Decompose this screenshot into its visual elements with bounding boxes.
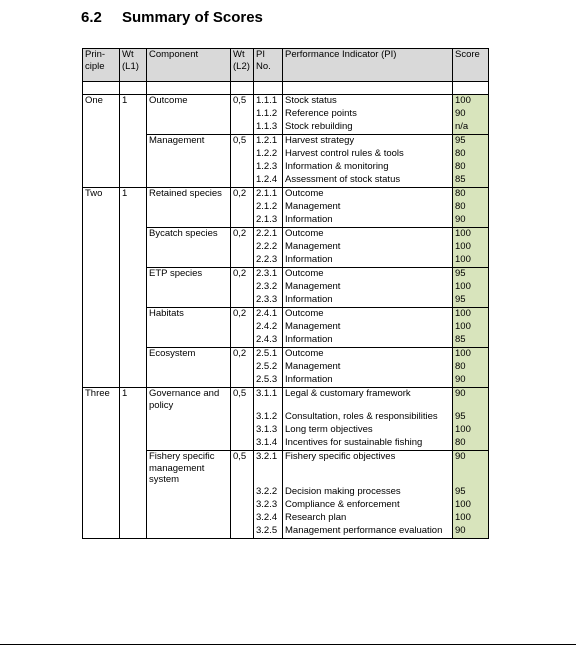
wt-l2-cell — [231, 254, 254, 268]
wt-l1-cell — [120, 135, 147, 149]
wt-l2-cell — [231, 334, 254, 348]
component-cell — [147, 214, 231, 228]
principle-cell — [83, 214, 120, 228]
pi-number-cell: 2.3.2 — [254, 281, 283, 294]
component-cell — [147, 512, 231, 525]
component-cell — [147, 254, 231, 268]
section-number: 6.2 — [81, 9, 102, 26]
principle-cell — [83, 361, 120, 374]
score-cell: 100 — [453, 512, 489, 525]
indicator-cell: Outcome — [283, 268, 453, 282]
score-cell: 85 — [453, 174, 489, 188]
score-cell: 100 — [453, 228, 489, 242]
wt-l2-cell — [231, 108, 254, 121]
table-row — [83, 525, 489, 539]
wt-l1-cell — [120, 308, 147, 322]
component-cell — [147, 121, 231, 135]
indicator-cell: Assessment of stock status — [283, 174, 453, 188]
pi-number-cell: 2.2.2 — [254, 241, 283, 254]
principle-cell — [83, 148, 120, 161]
pi-number-cell: 2.4.2 — [254, 321, 283, 334]
score-cell: 80 — [453, 361, 489, 374]
component-cell — [147, 174, 231, 188]
wt-l2-cell — [231, 374, 254, 388]
header-wt-l1: Wt (L1) — [120, 49, 147, 82]
table-row — [83, 308, 489, 322]
principle-cell — [83, 486, 120, 499]
principle-cell — [83, 174, 120, 188]
indicator-cell: Decision making processes — [283, 486, 453, 499]
principle-cell: Two — [83, 188, 120, 202]
wt-l2-cell: 0,2 — [231, 228, 254, 242]
indicator-cell: Research plan — [283, 512, 453, 525]
component-cell: Fishery specific management system — [147, 451, 231, 486]
section-heading — [81, 9, 263, 26]
pi-number-cell: 2.2.1 — [254, 228, 283, 242]
table-body — [83, 82, 489, 539]
wt-l2-cell — [231, 361, 254, 374]
principle-cell — [83, 135, 120, 149]
wt-l1-cell — [120, 254, 147, 268]
component-cell — [147, 281, 231, 294]
pi-number-cell: 2.5.2 — [254, 361, 283, 374]
score-cell: 80 — [453, 201, 489, 214]
table-row — [83, 268, 489, 282]
score-cell: 95 — [453, 268, 489, 282]
pi-number-cell: 3.2.5 — [254, 525, 283, 539]
header-score: Score — [453, 49, 489, 82]
component-cell — [147, 411, 231, 424]
principle-cell — [83, 281, 120, 294]
principle-cell — [83, 121, 120, 135]
indicator-cell: Management — [283, 201, 453, 214]
wt-l1-cell — [120, 374, 147, 388]
table-row — [83, 348, 489, 362]
pi-number-cell: 2.4.1 — [254, 308, 283, 322]
wt-l1-cell — [120, 437, 147, 451]
wt-l2-cell: 0,2 — [231, 188, 254, 202]
table-row — [83, 228, 489, 242]
wt-l2-cell: 0,5 — [231, 451, 254, 486]
principle-cell — [83, 308, 120, 322]
principle-cell — [83, 348, 120, 362]
header-pi-no: PI No. — [254, 49, 283, 82]
wt-l2-cell — [231, 512, 254, 525]
indicator-cell: Compliance & enforcement — [283, 499, 453, 512]
pi-number-cell: 2.4.3 — [254, 334, 283, 348]
table-row — [83, 388, 489, 412]
scores-table — [82, 48, 489, 539]
indicator-cell: Management — [283, 241, 453, 254]
score-cell: 100 — [453, 281, 489, 294]
indicator-cell: Information — [283, 294, 453, 308]
score-cell: 80 — [453, 437, 489, 451]
indicator-cell: Information — [283, 334, 453, 348]
wt-l1-cell — [120, 321, 147, 334]
pi-number-cell: 1.2.2 — [254, 148, 283, 161]
principle-cell — [83, 437, 120, 451]
component-cell — [147, 161, 231, 174]
table-row — [83, 135, 489, 149]
header-principle: Prin- ciple — [83, 49, 120, 82]
indicator-cell: Management performance evaluation — [283, 525, 453, 539]
indicator-cell: Information — [283, 254, 453, 268]
principle-cell — [83, 294, 120, 308]
wt-l1-cell — [120, 424, 147, 437]
pi-number-cell: 3.2.2 — [254, 486, 283, 499]
component-cell: Management — [147, 135, 231, 149]
indicator-cell: Fishery specific objectives — [283, 451, 453, 486]
component-cell — [147, 525, 231, 539]
principle-cell — [83, 241, 120, 254]
score-cell: 95 — [453, 135, 489, 149]
component-cell — [147, 241, 231, 254]
wt-l2-cell — [231, 214, 254, 228]
table-row — [83, 108, 489, 121]
wt-l2-cell: 0,5 — [231, 388, 254, 412]
pi-number-cell: 3.2.4 — [254, 512, 283, 525]
component-cell — [147, 486, 231, 499]
component-cell: ETP species — [147, 268, 231, 282]
principle-cell — [83, 451, 120, 486]
indicator-cell: Information & monitoring — [283, 161, 453, 174]
table-row — [83, 424, 489, 437]
component-cell — [147, 294, 231, 308]
header-wt-l2: Wt (L2) — [231, 49, 254, 82]
component-cell — [147, 361, 231, 374]
component-cell — [147, 148, 231, 161]
wt-l1-cell — [120, 499, 147, 512]
score-cell: 100 — [453, 95, 489, 109]
table-row — [83, 121, 489, 135]
pi-number-cell: 3.2.3 — [254, 499, 283, 512]
indicator-cell: Reference points — [283, 108, 453, 121]
table-row — [83, 499, 489, 512]
pi-number-cell: 2.2.3 — [254, 254, 283, 268]
wt-l2-cell: 0,2 — [231, 268, 254, 282]
indicator-cell: Long term objectives — [283, 424, 453, 437]
principle-cell — [83, 411, 120, 424]
wt-l1-cell: 1 — [120, 95, 147, 109]
table-row — [83, 486, 489, 499]
table-row — [83, 437, 489, 451]
wt-l2-cell — [231, 411, 254, 424]
principle-cell — [83, 334, 120, 348]
indicator-cell: Stock rebuilding — [283, 121, 453, 135]
indicator-cell: Legal & customary framework — [283, 388, 453, 412]
wt-l2-cell — [231, 174, 254, 188]
wt-l1-cell — [120, 121, 147, 135]
score-cell: 100 — [453, 424, 489, 437]
score-cell: 100 — [453, 499, 489, 512]
spacer-row — [83, 82, 489, 95]
score-cell: 100 — [453, 241, 489, 254]
wt-l2-cell — [231, 437, 254, 451]
wt-l1-cell — [120, 201, 147, 214]
table-row — [83, 188, 489, 202]
pi-number-cell: 2.1.3 — [254, 214, 283, 228]
component-cell — [147, 321, 231, 334]
indicator-cell: Outcome — [283, 348, 453, 362]
wt-l2-cell — [231, 281, 254, 294]
table-row — [83, 214, 489, 228]
principle-cell — [83, 254, 120, 268]
wt-l1-cell — [120, 281, 147, 294]
wt-l2-cell — [231, 424, 254, 437]
wt-l2-cell: 0,5 — [231, 95, 254, 109]
principle-cell — [83, 424, 120, 437]
wt-l1-cell — [120, 348, 147, 362]
table-row — [83, 361, 489, 374]
score-cell: 90 — [453, 108, 489, 121]
pi-number-cell: 1.2.1 — [254, 135, 283, 149]
table-row — [83, 512, 489, 525]
principle-cell — [83, 268, 120, 282]
pi-number-cell: 3.2.1 — [254, 451, 283, 486]
pi-number-cell: 1.1.1 — [254, 95, 283, 109]
indicator-cell: Stock status — [283, 95, 453, 109]
indicator-cell: Management — [283, 281, 453, 294]
score-cell: 90 — [453, 525, 489, 539]
wt-l1-cell — [120, 525, 147, 539]
principle-cell — [83, 108, 120, 121]
pi-number-cell: 2.1.1 — [254, 188, 283, 202]
principle-cell — [83, 228, 120, 242]
principle-cell: Three — [83, 388, 120, 412]
indicator-cell: Management — [283, 321, 453, 334]
score-cell: 100 — [453, 321, 489, 334]
header-indicator: Performance Indicator (PI) — [283, 49, 453, 82]
component-cell — [147, 424, 231, 437]
wt-l2-cell — [231, 161, 254, 174]
pi-number-cell: 2.5.1 — [254, 348, 283, 362]
indicator-cell: Outcome — [283, 308, 453, 322]
table-row — [83, 174, 489, 188]
pi-number-cell: 3.1.4 — [254, 437, 283, 451]
wt-l2-cell — [231, 525, 254, 539]
pi-number-cell: 1.2.3 — [254, 161, 283, 174]
score-cell: 80 — [453, 188, 489, 202]
indicator-cell: Harvest strategy — [283, 135, 453, 149]
score-cell: 95 — [453, 486, 489, 499]
pi-number-cell: 3.1.3 — [254, 424, 283, 437]
principle-cell — [83, 321, 120, 334]
component-cell: Governance and policy — [147, 388, 231, 412]
wt-l1-cell — [120, 241, 147, 254]
wt-l1-cell — [120, 361, 147, 374]
indicator-cell: Management — [283, 361, 453, 374]
principle-cell: One — [83, 95, 120, 109]
header-component: Component — [147, 49, 231, 82]
component-cell: Outcome — [147, 95, 231, 109]
wt-l1-cell — [120, 108, 147, 121]
component-cell — [147, 374, 231, 388]
principle-cell — [83, 525, 120, 539]
wt-l1-cell: 1 — [120, 388, 147, 412]
score-cell: 90 — [453, 374, 489, 388]
score-cell: 85 — [453, 334, 489, 348]
pi-number-cell: 2.3.3 — [254, 294, 283, 308]
wt-l1-cell — [120, 294, 147, 308]
table-row — [83, 148, 489, 161]
table-row — [83, 201, 489, 214]
table-row — [83, 95, 489, 109]
score-cell: 90 — [453, 451, 489, 486]
table-row — [83, 374, 489, 388]
wt-l1-cell — [120, 174, 147, 188]
table-row — [83, 334, 489, 348]
wt-l2-cell — [231, 201, 254, 214]
wt-l2-cell — [231, 486, 254, 499]
table-row — [83, 281, 489, 294]
wt-l1-cell — [120, 334, 147, 348]
score-cell: 95 — [453, 411, 489, 424]
indicator-cell: Harvest control rules & tools — [283, 148, 453, 161]
wt-l1-cell — [120, 411, 147, 424]
pi-number-cell: 3.1.2 — [254, 411, 283, 424]
indicator-cell: Outcome — [283, 228, 453, 242]
component-cell: Bycatch species — [147, 228, 231, 242]
table-row — [83, 161, 489, 174]
wt-l1-cell — [120, 214, 147, 228]
pi-number-cell: 3.1.1 — [254, 388, 283, 412]
table-row — [83, 321, 489, 334]
component-cell — [147, 334, 231, 348]
score-cell: 100 — [453, 308, 489, 322]
table-row — [83, 241, 489, 254]
wt-l2-cell: 0,2 — [231, 348, 254, 362]
table-row — [83, 451, 489, 486]
wt-l1-cell — [120, 451, 147, 486]
indicator-cell: Consultation, roles & responsibilities — [283, 411, 453, 424]
wt-l1-cell: 1 — [120, 188, 147, 202]
indicator-cell: Outcome — [283, 188, 453, 202]
indicator-cell: Information — [283, 374, 453, 388]
wt-l2-cell — [231, 499, 254, 512]
score-cell: 90 — [453, 214, 489, 228]
wt-l1-cell — [120, 486, 147, 499]
score-cell: 100 — [453, 348, 489, 362]
wt-l2-cell: 0,5 — [231, 135, 254, 149]
wt-l1-cell — [120, 148, 147, 161]
pi-number-cell: 1.1.3 — [254, 121, 283, 135]
component-cell: Retained species — [147, 188, 231, 202]
wt-l2-cell — [231, 241, 254, 254]
pi-number-cell: 1.1.2 — [254, 108, 283, 121]
principle-cell — [83, 512, 120, 525]
component-cell — [147, 201, 231, 214]
principle-cell — [83, 201, 120, 214]
score-cell: 80 — [453, 161, 489, 174]
principle-cell — [83, 374, 120, 388]
wt-l1-cell — [120, 161, 147, 174]
table-row — [83, 254, 489, 268]
component-cell: Habitats — [147, 308, 231, 322]
score-cell: 95 — [453, 294, 489, 308]
principle-cell — [83, 161, 120, 174]
table-row — [83, 411, 489, 424]
component-cell — [147, 499, 231, 512]
wt-l2-cell — [231, 294, 254, 308]
wt-l2-cell — [231, 121, 254, 135]
score-cell: 80 — [453, 148, 489, 161]
principle-cell — [83, 499, 120, 512]
pi-number-cell: 2.3.1 — [254, 268, 283, 282]
table-header-row — [83, 49, 489, 82]
component-cell — [147, 437, 231, 451]
section-title: Summary of Scores — [122, 9, 263, 26]
wt-l2-cell: 0,2 — [231, 308, 254, 322]
wt-l1-cell — [120, 268, 147, 282]
wt-l2-cell — [231, 148, 254, 161]
wt-l1-cell — [120, 228, 147, 242]
pi-number-cell: 2.5.3 — [254, 374, 283, 388]
component-cell — [147, 108, 231, 121]
wt-l1-cell — [120, 512, 147, 525]
indicator-cell: Incentives for sustainable fishing — [283, 437, 453, 451]
score-cell: 100 — [453, 254, 489, 268]
indicator-cell: Information — [283, 214, 453, 228]
wt-l2-cell — [231, 321, 254, 334]
table-row — [83, 294, 489, 308]
pi-number-cell: 2.1.2 — [254, 201, 283, 214]
score-cell: 90 — [453, 388, 489, 412]
score-cell: n/a — [453, 121, 489, 135]
component-cell: Ecosystem — [147, 348, 231, 362]
pi-number-cell: 1.2.4 — [254, 174, 283, 188]
page-bottom-rule — [0, 644, 576, 645]
